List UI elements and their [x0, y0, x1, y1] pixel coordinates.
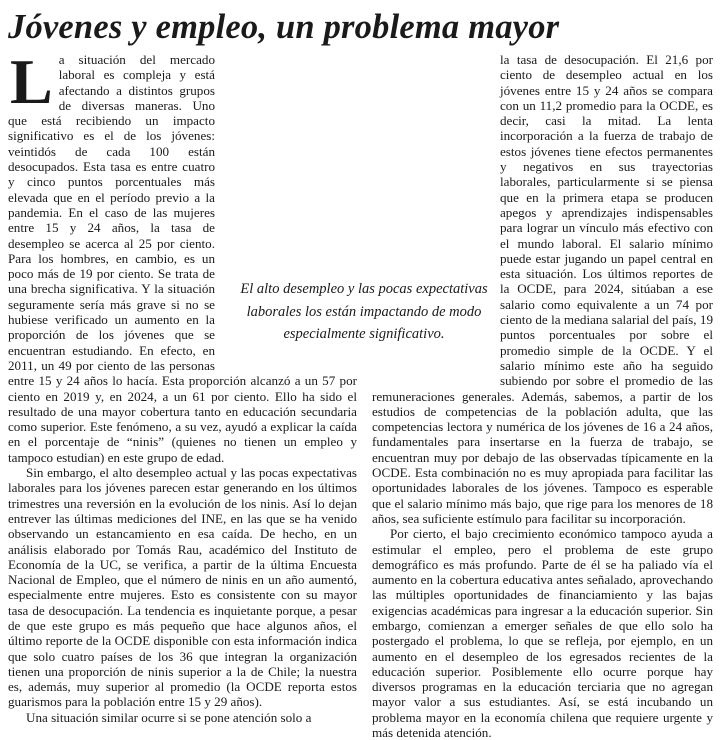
paragraph: Sin embargo, el alto desempleo actual y las pocas expectativas laborales para los jóvenes parecen estar generando en los últimos trimestres una reversión en la evolución de los ninis. Así lo dejan entrever las últimas mediciones del INE, en las que se ha venido observando un estancamiento en esa caída. De hecho, en un análisis elaborado por Tomás Rau, académico del Instituto de Economía de la UC, se verifica, a partir de la última Encuesta Nacional de Empleo, que el número de ninis en un año aumentó, especialmente entre mujeres. Esto es consistente con su mayor tasa de desocupación. La tendencia es inquietante porque, a pesar de que este grupo es más pequeño que hace algunos años, el último reporte de la OCDE disponible con esta información indica que solo cuatro países de los 36 que integran la organización tienen una proporción de ninis superior a la de Chile; la nuestra es, además, muy superior al promedio (la OCDE reporta estos guarismos para la población entre 15 y 29 años). [8, 465, 357, 710]
article-column-right [372, 52, 713, 740]
article-column-left [8, 46, 357, 725]
paragraph: la tasa de desocupación. El 21,6 por ciento de desempleo actual en los jóvenes entre 15 y 24 años se compara con un 11,2 promedio para la OCDE, es decir, casi la mitad. La lenta incorporación a la fuerza de trabajo de estos jóvenes tiene efectos permanentes y negativos en sus trayectorias laborales, particularmente si se piensa que en la primera etapa se producen apegos y aprendizajes indispensables para lograr un vínculo más efectivo con el mundo laboral. El salario mínimo puede estar jugando un papel central en esta situación. Los últimos reportes de la OCDE, para 2024, sitúaban a ese salario como equivalente a un 74 por ciento de la mediana salarial del país, 19 puntos porcentuales por sobre el promedio simple de la OCDE. Y el salario mínimo este año ha seguido subiendo por sobre el promedio de las remuneraciones generales. Además, sabemos, a partir de los estudios de competencias de la población adulta, que las competencias lectora y numérica de los jóvenes de 16 a 24 años, fundamentales para insertarse en la fuerza de trabajo, se encuentran muy por debajo de las observadas típicamente en la OCDE. Esta combinación no es muy apropiada para facilitar las oportunidades laborales de los jóvenes. Tampoco es esperable que el salario mínimo más bajo, que rige para los menores de 18 años, sea suficiente estímulo para facilitar su incorporación. [372, 52, 713, 526]
pull-quote: El alto desempleo y las pocas expectativas laborales los están impactando de modo especialmente significativo. [240, 281, 488, 342]
headline: Jóvenes y empleo, un problema mayor [8, 8, 560, 46]
paragraph: Por cierto, el bajo crecimiento económico tampoco ayuda a estimular el empleo, pero el problema de este grupo demográfico es más profundo. Parte de él se ha paliado vía el aumento en la cobertura educativa antes señalado, aprovechando las múltiples oportunidades de financiamiento y las bajas exigencias académicas para ingresar a la educación superior. Sin embargo, comienzan a emerger señales de que ello solo ha postergado el problema, lo que se refleja, por ejemplo, en un aumento en el desempleo de los egresados recientes de la educación superior. Posiblemente ello ocurre porque hay diversos programas en la educación terciaria que no agregan mayor valor a sus estudiantes. Así, se está incubando un problema mayor en la economía chilena que requiere urgente y más detenida atención. [372, 526, 713, 740]
drop-cap: L [10, 46, 53, 117]
paragraph-text: a situación del mercado laboral es compleja y está afectando a distintos grupos de diversas maneras. Uno que está recibiendo un impacto significativo es el de los jóvenes: veintidós de cada 100 están desocupados. Esta tasa es entre cuatro y cinco puntos porcentuales más elevada que en el período previo a la pandemia. En el caso de las mujeres entre 15 y 24 años, la tasa de desempleo se acerca al 25 por ciento. Para los hombres, en cambio, es un poco más de 19 por ciento. Se trata de una brecha significativa. Y la situación seguramente sería más grave si no se hubiese verificado un aumento en la proporción de los jóvenes que se encuentran estudiando. En efecto, en 2011, un 49 por ciento de las personas entre 15 y 24 años lo hacía. Esta proporción alcanzó a un 57 por ciento en 2019 y, en 2024, a un 61 por ciento. Ello ha sido el resultado de una mayor cobertura tanto en educación secundaria como superior. Este fenómeno, a su vez, ayudó a explicar la caída en el porcentaje de “ninis” (quienes no tienen un empleo y tampoco estudian) en este grupo de edad. [8, 52, 357, 465]
paragraph: Una situación similar ocurre si se pone atención solo a [26, 709, 312, 725]
paragraph [8, 46, 357, 465]
